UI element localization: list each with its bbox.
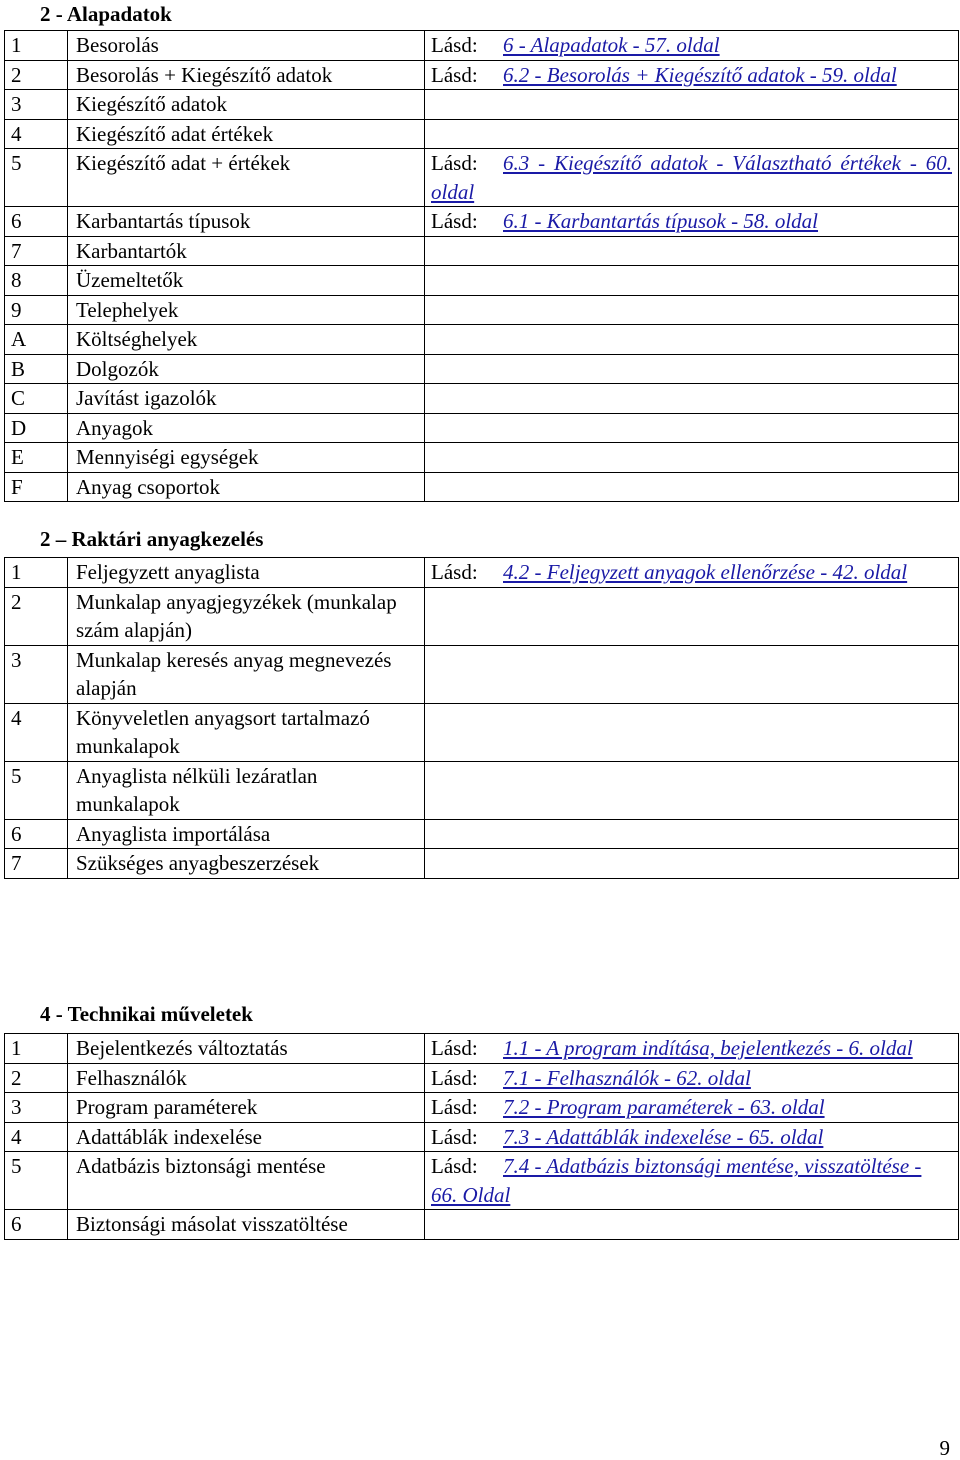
table-row	[5, 443, 959, 473]
row-label: Dolgozók	[68, 354, 425, 384]
row-label: Kiegészítő adatok	[68, 90, 425, 120]
row-reference	[425, 703, 959, 761]
row-reference	[425, 354, 959, 384]
row-key: 6	[5, 819, 68, 849]
reference-link[interactable]: 7.3 - Adattáblák indexelése - 65. oldal	[503, 1124, 824, 1149]
table-row	[5, 645, 959, 703]
row-key: F	[5, 472, 68, 502]
row-reference	[425, 149, 959, 207]
table-row	[5, 587, 959, 645]
row-key: 1	[5, 558, 68, 588]
row-label: Felhasználók	[68, 1063, 425, 1093]
see-label: Lásd:	[431, 62, 478, 87]
row-label: Üzemeltetők	[68, 266, 425, 296]
table-row	[5, 761, 959, 819]
row-key: 6	[5, 1210, 68, 1240]
section-title-raktari-anyagkezeles: 2 – Raktári anyagkezelés	[40, 527, 264, 551]
see-label: Lásd:	[431, 560, 478, 584]
row-reference	[425, 587, 959, 645]
row-key: 4	[5, 1122, 68, 1152]
row-key: D	[5, 413, 68, 443]
table-row	[5, 703, 959, 761]
row-label: Adattáblák indexelése	[68, 1122, 425, 1152]
row-label: Feljegyzett anyaglista	[68, 558, 425, 588]
row-label: Kiegészítő adat értékek	[68, 119, 425, 149]
page-number: 9	[939, 1436, 950, 1460]
table-row	[5, 558, 959, 588]
row-key: 8	[5, 266, 68, 296]
table-row	[5, 325, 959, 355]
table-row	[5, 413, 959, 443]
row-label: Munkalap anyagjegyzékek (munkalap szám alapján)	[68, 587, 425, 645]
row-key: 3	[5, 645, 68, 703]
table-row	[5, 472, 959, 502]
row-label: Karbantartók	[68, 236, 425, 266]
row-label: Munkalap keresés anyag megnevezés alapján	[68, 645, 425, 703]
row-reference	[425, 413, 959, 443]
reference-link[interactable]: 6.1 - Karbantartás típusok - 58. oldal	[503, 209, 819, 233]
table-row	[5, 266, 959, 296]
row-reference	[425, 761, 959, 819]
table-row	[5, 236, 959, 266]
reference-link[interactable]: 6 - Alapadatok - 57. oldal	[503, 33, 720, 57]
row-key: 3	[5, 1093, 68, 1123]
row-reference	[425, 1034, 959, 1064]
table-row	[5, 354, 959, 384]
row-key: 6	[5, 207, 68, 237]
row-label: Program paraméterek	[68, 1093, 425, 1123]
row-label: Könyveletlen anyagsort tartalmazó munkalapok	[68, 703, 425, 761]
row-key: C	[5, 384, 68, 414]
row-label: Anyaglista importálása	[68, 819, 425, 849]
row-label: Karbantartás típusok	[68, 207, 425, 237]
row-reference	[425, 90, 959, 120]
row-key: 4	[5, 119, 68, 149]
table-row	[5, 207, 959, 237]
reference-link[interactable]: 7.1 - Felhasználók - 62. oldal	[503, 1065, 751, 1090]
raktari-anyagkezeles-table	[4, 557, 959, 879]
table-row	[5, 1063, 959, 1093]
row-key: 2	[5, 1063, 68, 1093]
table-row	[5, 1122, 959, 1152]
row-key: 1	[5, 1034, 68, 1064]
reference-link[interactable]: 1.1 - A program indítása, bejelentkezés - 6. oldal	[503, 1036, 913, 1060]
row-label: Anyagok	[68, 413, 425, 443]
row-key: 9	[5, 295, 68, 325]
row-reference	[425, 325, 959, 355]
row-reference	[425, 60, 959, 90]
technikai-muveletek-table	[4, 1033, 959, 1240]
table-row	[5, 1152, 959, 1210]
row-reference	[425, 1122, 959, 1152]
row-key: 2	[5, 60, 68, 90]
row-label: Besorolás + Kiegészítő adatok	[68, 60, 425, 90]
row-reference	[425, 819, 959, 849]
row-key: B	[5, 354, 68, 384]
reference-link[interactable]: 6.2 - Besorolás + Kiegészítő adatok - 59. oldal	[503, 62, 897, 87]
row-key: E	[5, 443, 68, 473]
see-label: Lásd:	[431, 1124, 478, 1149]
see-label: Lásd:	[431, 1095, 478, 1119]
row-label: Anyag csoportok	[68, 472, 425, 502]
row-reference	[425, 236, 959, 266]
row-reference	[425, 295, 959, 325]
reference-link[interactable]: 6.3 - Kiegészítő adatok - Választható értékek - 60. oldal	[431, 151, 952, 204]
see-label: Lásd:	[431, 1154, 478, 1178]
row-reference	[425, 119, 959, 149]
row-label: Telephelyek	[68, 295, 425, 325]
row-reference	[425, 849, 959, 879]
row-key: 4	[5, 703, 68, 761]
table-row	[5, 1210, 959, 1240]
row-key: 7	[5, 849, 68, 879]
row-label: Javítást igazolók	[68, 384, 425, 414]
row-reference	[425, 1152, 959, 1210]
row-key: 5	[5, 149, 68, 207]
section-title-alapadatok: 2 - Alapadatok	[40, 2, 172, 26]
row-label: Anyaglista nélküli lezáratlan munkalapok	[68, 761, 425, 819]
table-row	[5, 60, 959, 90]
row-label: Adatbázis biztonsági mentése	[68, 1152, 425, 1210]
row-label: Költséghelyek	[68, 325, 425, 355]
row-label: Besorolás	[68, 31, 425, 61]
table-row	[5, 295, 959, 325]
reference-link[interactable]: 7.4 - Adatbázis biztonsági mentése, visszatöltése - 66. Oldal	[431, 1154, 922, 1207]
row-label: Szükséges anyagbeszerzések	[68, 849, 425, 879]
row-reference	[425, 558, 959, 588]
see-label: Lásd:	[431, 33, 478, 57]
row-label: Mennyiségi egységek	[68, 443, 425, 473]
row-label: Kiegészítő adat + értékek	[68, 149, 425, 207]
table-row	[5, 384, 959, 414]
see-label: Lásd:	[431, 1036, 478, 1060]
row-label: Bejelentkezés változtatás	[68, 1034, 425, 1064]
see-label: Lásd:	[431, 151, 478, 175]
row-key: 7	[5, 236, 68, 266]
row-reference	[425, 1063, 959, 1093]
row-reference	[425, 472, 959, 502]
section-title-technikai-muveletek: 4 - Technikai műveletek	[40, 1002, 253, 1026]
table-row	[5, 1034, 959, 1064]
row-reference	[425, 207, 959, 237]
table-row	[5, 149, 959, 207]
row-key: 3	[5, 90, 68, 120]
row-reference	[425, 1093, 959, 1123]
row-reference	[425, 31, 959, 61]
row-reference	[425, 1210, 959, 1240]
table-row	[5, 119, 959, 149]
table-row	[5, 1093, 959, 1123]
row-reference	[425, 384, 959, 414]
see-label: Lásd:	[431, 1065, 478, 1090]
row-label: Biztonsági másolat visszatöltése	[68, 1210, 425, 1240]
alapadatok-table	[4, 30, 959, 502]
table-row	[5, 819, 959, 849]
see-label: Lásd:	[431, 209, 478, 233]
row-key: 2	[5, 587, 68, 645]
row-key: 1	[5, 31, 68, 61]
row-key: 5	[5, 1152, 68, 1210]
row-reference	[425, 443, 959, 473]
table-row	[5, 90, 959, 120]
row-reference	[425, 645, 959, 703]
reference-link[interactable]: 4.2 - Feljegyzett anyagok ellenőrzése - 42. oldal	[503, 560, 908, 584]
row-key: A	[5, 325, 68, 355]
table-row	[5, 31, 959, 61]
reference-link[interactable]: 7.2 - Program paraméterek - 63. oldal	[503, 1095, 825, 1119]
table-row	[5, 849, 959, 879]
row-key: 5	[5, 761, 68, 819]
row-reference	[425, 266, 959, 296]
